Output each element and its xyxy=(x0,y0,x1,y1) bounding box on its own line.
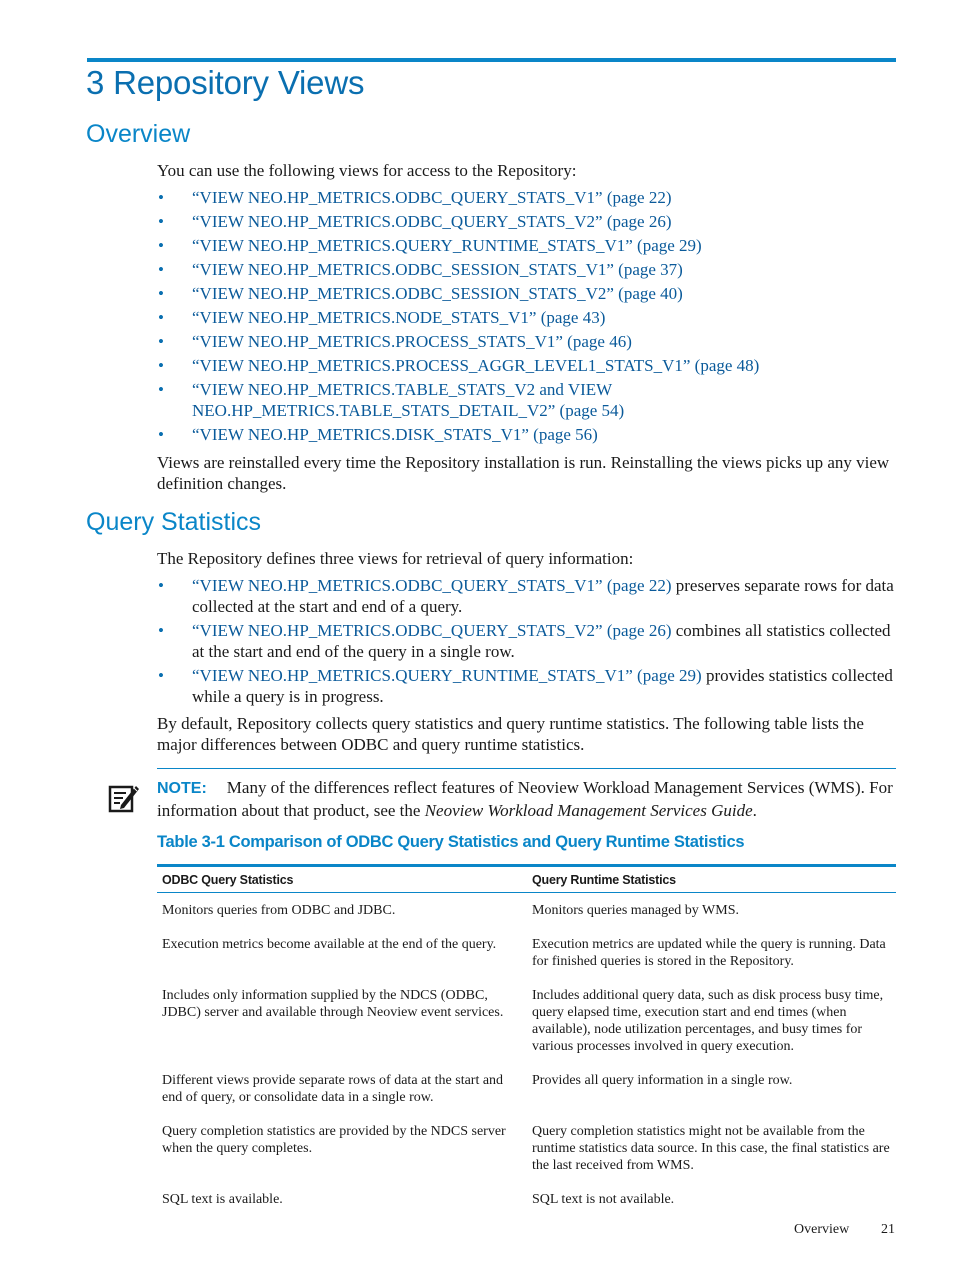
bullet-icon: • xyxy=(158,212,164,231)
chapter-title: 3 Repository Views xyxy=(86,64,365,101)
list-item xyxy=(157,620,897,665)
bullet-icon: • xyxy=(158,666,164,685)
view-link[interactable]: “VIEW NEO.HP_METRICS.ODBC_QUERY_STATS_V2” (page 26) xyxy=(192,621,672,640)
list-item xyxy=(157,307,897,331)
table-row xyxy=(157,1067,896,1118)
list-item xyxy=(157,187,897,211)
table-cell: Execution metrics are updated while the query is running. Data for finished queries is stored in the Repository. xyxy=(532,937,886,969)
view-link[interactable]: “VIEW NEO.HP_METRICS.QUERY_RUNTIME_STATS_V1” (page 29) xyxy=(192,236,702,255)
bullet-icon: • xyxy=(158,425,164,444)
table-cell: Execution metrics become available at the end of the query. xyxy=(162,937,497,952)
view-description: combines all statistics collected at the start and end of the query in a single row. xyxy=(192,621,891,661)
bullet-icon: • xyxy=(158,332,164,351)
list-item xyxy=(157,665,897,710)
table-row xyxy=(157,1118,896,1186)
note-guide-title: Neoview Workload Management Services Guide xyxy=(424,801,753,820)
column-header-runtime: Query Runtime Statistics xyxy=(527,866,896,893)
bullet-icon: • xyxy=(158,621,164,640)
view-link[interactable]: “VIEW NEO.HP_METRICS.ODBC_QUERY_STATS_V1” (page 22) xyxy=(192,576,672,595)
bullet-icon: • xyxy=(158,188,164,207)
view-link[interactable]: “VIEW NEO.HP_METRICS.PROCESS_STATS_V1” (page 46) xyxy=(192,332,632,351)
list-item xyxy=(157,211,897,235)
table-cell: Monitors queries from ODBC and JDBC. xyxy=(162,903,396,918)
page-number: 21 xyxy=(881,1222,895,1237)
list-item xyxy=(157,575,897,620)
bullet-icon: • xyxy=(158,356,164,375)
table-row xyxy=(157,893,896,932)
view-link[interactable]: “VIEW NEO.HP_METRICS.TABLE_STATS_V2 and VIEW NEO.HP_METRICS.TABLE_STATS_DETAIL_V2” (page 54) xyxy=(192,380,625,420)
bullet-icon: • xyxy=(158,380,164,399)
query-statistics-intro: The Repository defines three views for retrieval of query information: xyxy=(157,549,634,568)
view-description: preserves separate rows for data collected at the start and end of a query. xyxy=(192,576,894,616)
table-cell: SQL text is not available. xyxy=(532,1192,675,1207)
table-cell: Different views provide separate rows of data at the start and end of query, or consolidate data in a single row. xyxy=(162,1073,504,1105)
column-header-odbc: ODBC Query Statistics xyxy=(157,866,527,893)
note-body: Many of the differences reflect features of Neoview Workload Management Services (WMS). For information about that product, see the xyxy=(157,778,893,820)
view-link[interactable]: “VIEW NEO.HP_METRICS.PROCESS_AGGR_LEVEL1_STATS_V1” (page 48) xyxy=(192,356,760,375)
note xyxy=(157,777,897,822)
note-end: . xyxy=(752,801,757,820)
view-link[interactable]: “VIEW NEO.HP_METRICS.QUERY_RUNTIME_STATS_V1” (page 29) xyxy=(192,666,702,685)
table-cell: Includes only information supplied by the NDCS (ODBC, JDBC) server and available through Neoview event services. xyxy=(162,988,504,1020)
view-link[interactable]: “VIEW NEO.HP_METRICS.DISK_STATS_V1” (page 56) xyxy=(192,425,598,444)
view-link[interactable]: “VIEW NEO.HP_METRICS.ODBC_QUERY_STATS_V2” (page 26) xyxy=(192,212,672,231)
note-pencil-icon xyxy=(108,782,140,814)
overview-heading: Overview xyxy=(86,120,191,148)
table-row xyxy=(157,982,896,1067)
list-item xyxy=(157,259,897,283)
list-item xyxy=(157,331,897,355)
list-item xyxy=(157,283,897,307)
bullet-icon: • xyxy=(158,236,164,255)
view-link[interactable]: “VIEW NEO.HP_METRICS.ODBC_QUERY_STATS_V1” (page 22) xyxy=(192,188,672,207)
bullet-icon: • xyxy=(158,260,164,279)
bullet-icon: • xyxy=(158,576,164,595)
table-cell: Query completion statistics are provided by the NDCS server when the query completes. xyxy=(162,1124,506,1156)
table-row xyxy=(157,1186,896,1220)
table-caption: Table 3-1 Comparison of ODBC Query Statistics and Query Runtime Statistics xyxy=(157,833,745,851)
overview-closing: Views are reinstalled every time the Repository installation is run. Reinstalling the views picks up any view definition changes. xyxy=(157,453,890,493)
view-description: provides statistics collected while a query is in progress. xyxy=(192,666,893,706)
note-label: NOTE: xyxy=(157,780,207,797)
list-item xyxy=(157,379,672,424)
table-cell: Includes additional query data, such as disk process busy time, query elapsed time, execution start and end times (when available), node utilization percentages, and busy times for various processes involved in query execution. xyxy=(532,988,884,1054)
table-header-row xyxy=(157,866,896,893)
list-item xyxy=(157,355,897,379)
view-link[interactable]: “VIEW NEO.HP_METRICS.NODE_STATS_V1” (page 43) xyxy=(192,308,606,327)
chapter-rule xyxy=(87,58,896,62)
table-cell: SQL text is available. xyxy=(162,1192,283,1207)
table-row xyxy=(157,931,896,982)
query-statistics-heading: Query Statistics xyxy=(86,508,262,536)
bullet-icon: • xyxy=(158,308,164,327)
list-item xyxy=(157,424,897,448)
view-link[interactable]: “VIEW NEO.HP_METRICS.ODBC_SESSION_STATS_V1” (page 37) xyxy=(192,260,683,279)
query-statistics-closing: By default, Repository collects query statistics and query runtime statistics. The following table lists the major differences between ODBC and query runtime statistics. xyxy=(157,714,864,754)
overview-intro: You can use the following views for access to the Repository: xyxy=(157,161,577,180)
overview-view-list xyxy=(157,187,897,448)
table-cell: Query completion statistics might not be available from the runtime statistics data source. In this case, the final statistics are the last received from WMS. xyxy=(532,1124,890,1173)
query-view-list xyxy=(157,575,897,710)
comparison-table xyxy=(157,864,896,1220)
table-cell: Monitors queries managed by WMS. xyxy=(532,903,739,918)
view-link[interactable]: “VIEW NEO.HP_METRICS.ODBC_SESSION_STATS_V2” (page 40) xyxy=(192,284,683,303)
list-item xyxy=(157,235,897,259)
bullet-icon: • xyxy=(158,284,164,303)
footer-section: Overview xyxy=(794,1222,850,1237)
note-rule xyxy=(157,768,896,769)
table-cell: Provides all query information in a single row. xyxy=(532,1073,793,1088)
